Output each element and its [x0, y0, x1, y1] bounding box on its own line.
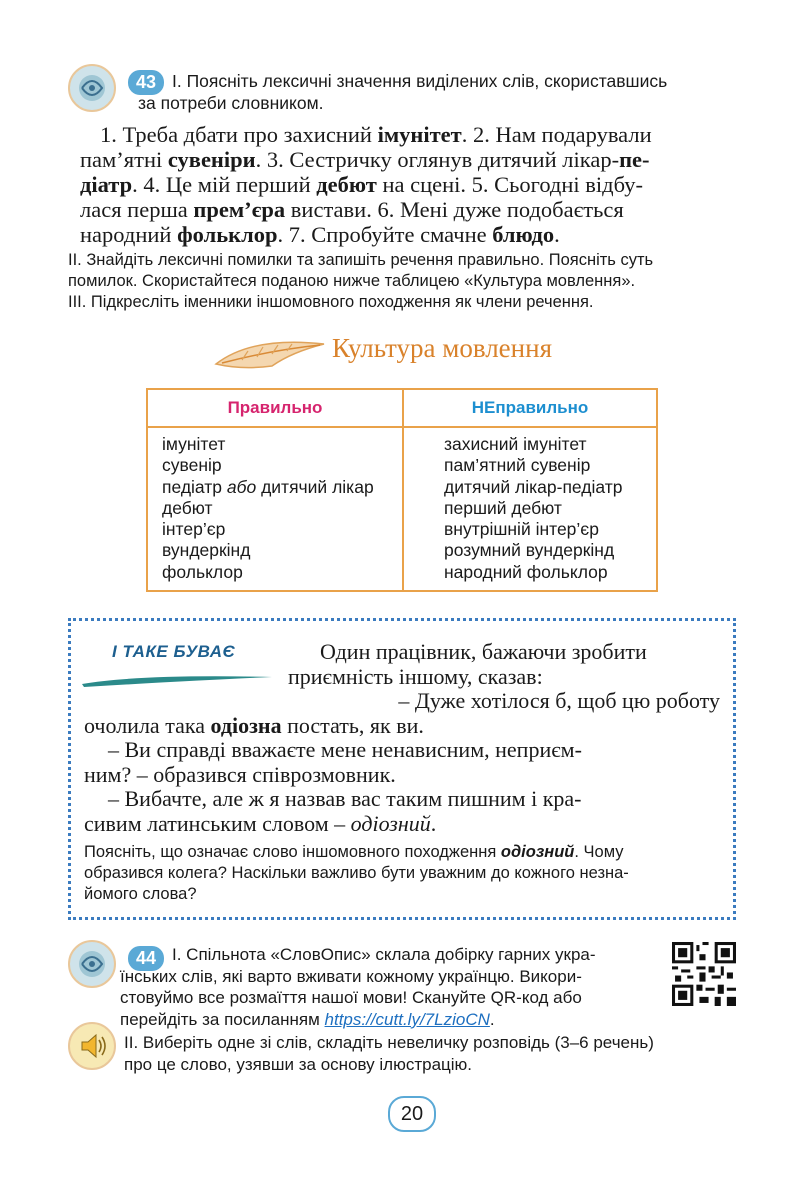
exercise-icon: [68, 940, 116, 988]
task-text: II. Знайдіть лексичні помилки та запишіть речення правильно. Поясніть суть: [68, 251, 654, 269]
culture-title: Культура мовлення: [332, 333, 552, 363]
task-line: їнських слів, які варто вживати кожному українцю. Викори-: [120, 966, 582, 986]
slovopys-link[interactable]: https://cutt.ly/7LzioCN: [324, 1009, 490, 1029]
task-line: I. Спільнота «СловОпис» склала добірку гарних укра-: [172, 945, 596, 964]
story-line: сивим латинським словом – одіозний.: [84, 810, 437, 836]
list-item: пам’ятний сувенір: [444, 455, 591, 476]
list-item: народний фольклор: [444, 561, 608, 582]
task-text: I. Поясніть лексичні значення виділених слів, скориставшись: [172, 71, 668, 91]
task-text-block: [120, 944, 660, 1030]
story-text: [84, 640, 720, 836]
sentence-line: народний фольклор. 7. Спробуйте смачне блюдо.: [80, 222, 560, 247]
task-line: II. Виберіть одне зі слів, складіть невеличку розповідь (3–6 речень): [124, 1033, 654, 1052]
task2-block: [68, 250, 748, 313]
question-line: йомого слова?: [84, 885, 197, 903]
exercise-number: 43: [128, 70, 164, 95]
list-item: педіатр або дитячий лікар: [162, 476, 374, 497]
sentence-line: 1. Треба дбати про захисний імунітет. 2. Нам подарували: [100, 122, 652, 147]
task-text: III. Підкресліть іменники іншомовного походження як члени речення.: [68, 293, 594, 311]
list-item: розумний вундеркінд: [444, 540, 615, 561]
qr-code[interactable]: [672, 942, 736, 1006]
story-label: І ТАКЕ БУВАЄ: [112, 642, 236, 661]
table-divider: [402, 390, 404, 590]
story-line: очолила така одіозна постать, як ви.: [84, 712, 424, 738]
wrong-list: [444, 434, 622, 583]
culture-table: [146, 388, 658, 592]
list-item: захисний імунітет: [444, 434, 587, 454]
story-question: [84, 842, 724, 905]
story-line: – Ви справді вважаєте мене ненависним, неприєм-: [108, 737, 582, 762]
story-line: приємність іншому, сказав:: [288, 663, 543, 689]
list-item: дебют: [162, 497, 213, 518]
story-line: Один працівник, бажаючи зробити: [320, 639, 647, 664]
feather-icon: [212, 330, 332, 372]
task-line: про це слово, узявши за основу ілюстрацію.: [124, 1054, 473, 1074]
sentence-line: діатр. 4. Це мій перший дебют на сцені. 5. Сьогодні відбу-: [80, 172, 643, 197]
list-item: імунітет: [162, 434, 226, 454]
brain-icon: [70, 66, 114, 110]
correct-header: Правильно: [227, 398, 323, 417]
task-text: за потреби словником.: [138, 93, 324, 113]
list-item: фольклор: [162, 561, 243, 582]
page-number: 20: [388, 1096, 436, 1132]
list-item: перший дебют: [444, 497, 562, 518]
exercise-icon: [68, 64, 116, 112]
speaker-icon: [70, 1024, 114, 1068]
sentence-line: пам’ятні сувеніри. 3. Сестричку оглянув дитячий лікар-пе-: [80, 147, 650, 172]
task-line: перейдіть за посиланням https://cutt.ly/7LzioCN.: [120, 1009, 495, 1029]
list-item: сувенір: [162, 455, 222, 476]
list-item: внутрішній інтер’єр: [444, 519, 599, 540]
story-line: ним? – образився співрозмовник.: [84, 761, 396, 787]
exercise-number: 44: [128, 946, 164, 971]
task2-text: [124, 1032, 744, 1075]
list-item: дитячий лікар-педіатр: [444, 476, 623, 497]
question-line: Поясніть, що означає слово іншомовного походження одіозний. Чому: [84, 843, 624, 861]
list-item: інтер’єр: [162, 519, 226, 540]
wrong-header: НЕправильно: [471, 398, 589, 417]
story-line: – Дуже хотілося б, щоб цю роботу: [398, 688, 720, 713]
audio-icon[interactable]: [68, 1022, 116, 1070]
sentence-line: лася перша прем’єра вистави. 6. Мені дуже подобається: [80, 197, 624, 222]
question-line: образився колега? Наскільки важливо бути уважним до кожного незна-: [84, 864, 629, 882]
correct-list: [162, 434, 374, 583]
list-item: вундеркінд: [162, 540, 251, 561]
task-line: стовуймо все розмаїття нашої мови! Скануйте QR-код або: [120, 988, 582, 1007]
task-text: помилок. Скористайтеся поданою нижче таблицею «Культура мовлення».: [68, 272, 636, 290]
story-line: – Вибачте, але ж я назвав вас таким пишним і кра-: [108, 786, 582, 811]
sentences-block: [80, 122, 735, 247]
brain-icon: [70, 942, 114, 986]
